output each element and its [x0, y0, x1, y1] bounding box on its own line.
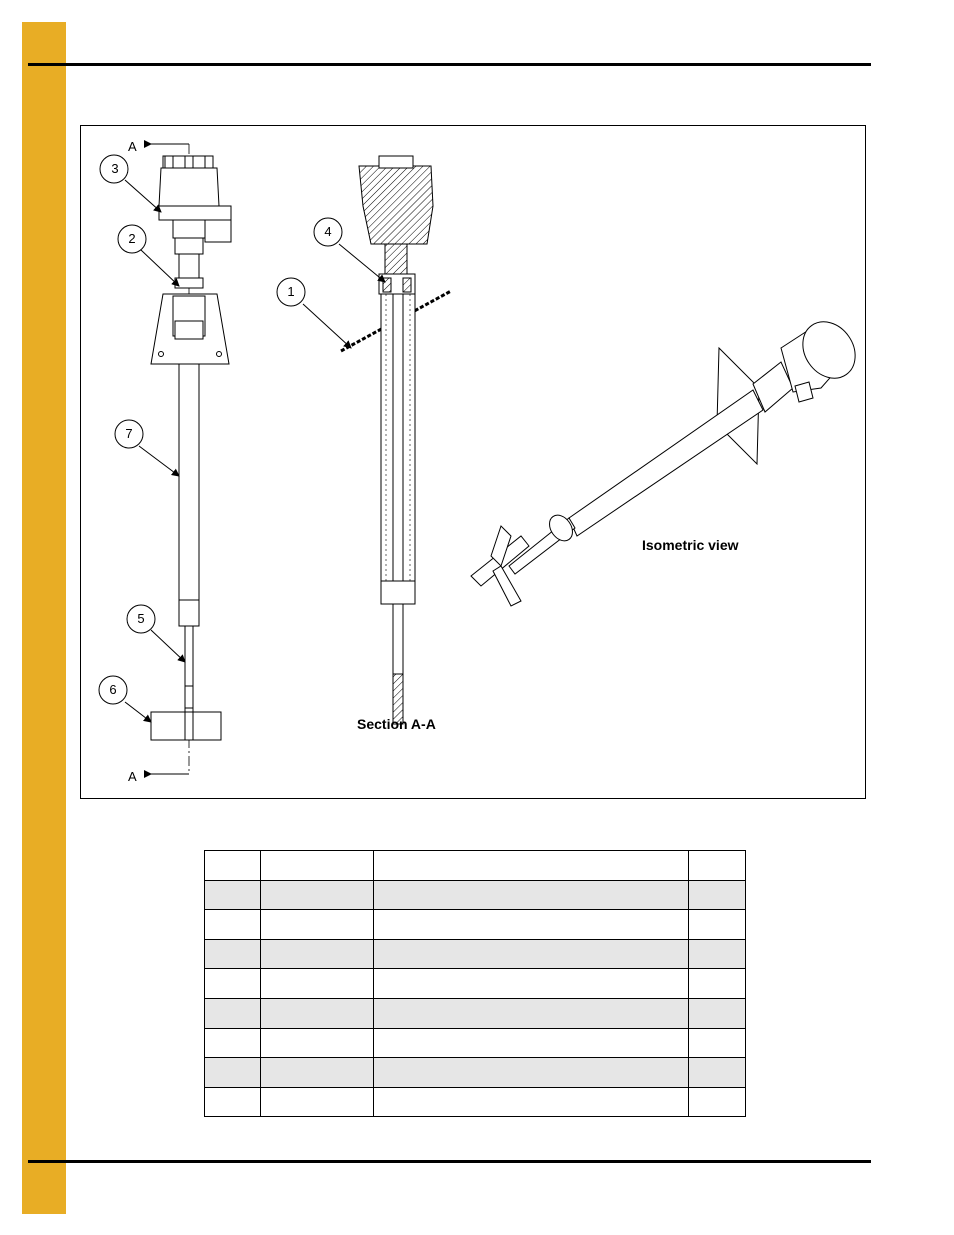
table-cell: [261, 1058, 374, 1088]
table-row: [205, 969, 746, 999]
callout-2: 2: [128, 231, 136, 246]
table-cell: [261, 880, 374, 910]
table-row: [205, 998, 746, 1028]
callout-4: 4: [324, 224, 332, 239]
table-cell: [689, 998, 746, 1028]
table-cell: [261, 998, 374, 1028]
table-cell: [689, 1058, 746, 1088]
table-header-cell: [374, 851, 689, 881]
section-marker-bottom: A: [128, 769, 137, 784]
parts-table: [204, 850, 746, 1117]
callout-6: 6: [109, 682, 117, 697]
table-cell: [205, 910, 261, 940]
table-header-cell: [205, 851, 261, 881]
table-cell: [374, 1028, 689, 1058]
table-cell: [205, 969, 261, 999]
table-cell: [374, 998, 689, 1028]
table-cell: [374, 1058, 689, 1088]
table-cell: [374, 880, 689, 910]
table-header-cell: [689, 851, 746, 881]
table-cell: [205, 1058, 261, 1088]
table-cell: [374, 1087, 689, 1117]
section-marker-top: A: [128, 139, 137, 154]
callout-7: 7: [125, 426, 133, 441]
table-cell: [261, 910, 374, 940]
table-cell: [689, 880, 746, 910]
table-cell: [205, 880, 261, 910]
table-cell: [689, 910, 746, 940]
table-cell: [261, 969, 374, 999]
table-row: [205, 1087, 746, 1117]
table-cell: [374, 910, 689, 940]
table-cell: [205, 939, 261, 969]
callout-1: 1: [287, 284, 295, 299]
table-cell: [689, 969, 746, 999]
table-header-row: [205, 851, 746, 881]
callout-5: 5: [137, 611, 145, 626]
callout-3: 3: [111, 161, 119, 176]
table-cell: [689, 1028, 746, 1058]
header-rule: [28, 63, 871, 66]
table-cell: [205, 1028, 261, 1058]
table-cell: [205, 998, 261, 1028]
table-cell: [374, 939, 689, 969]
table-row: [205, 910, 746, 940]
isometric-view-label: Isometric view: [642, 537, 739, 553]
table-cell: [374, 969, 689, 999]
section-view-label: Section A-A: [357, 716, 436, 732]
table-row: [205, 939, 746, 969]
table-cell: [261, 1087, 374, 1117]
table-header-cell: [261, 851, 374, 881]
footer-rule: [28, 1160, 871, 1163]
parts-drawing: [80, 125, 866, 799]
table-cell: [205, 1087, 261, 1117]
callout-circles: [81, 126, 867, 800]
table-row: [205, 1028, 746, 1058]
table-cell: [261, 1028, 374, 1058]
table-cell: [261, 939, 374, 969]
table-cell: [689, 1087, 746, 1117]
side-tab: [22, 22, 66, 1214]
table-row: [205, 880, 746, 910]
table-row: [205, 1058, 746, 1088]
table-cell: [689, 939, 746, 969]
